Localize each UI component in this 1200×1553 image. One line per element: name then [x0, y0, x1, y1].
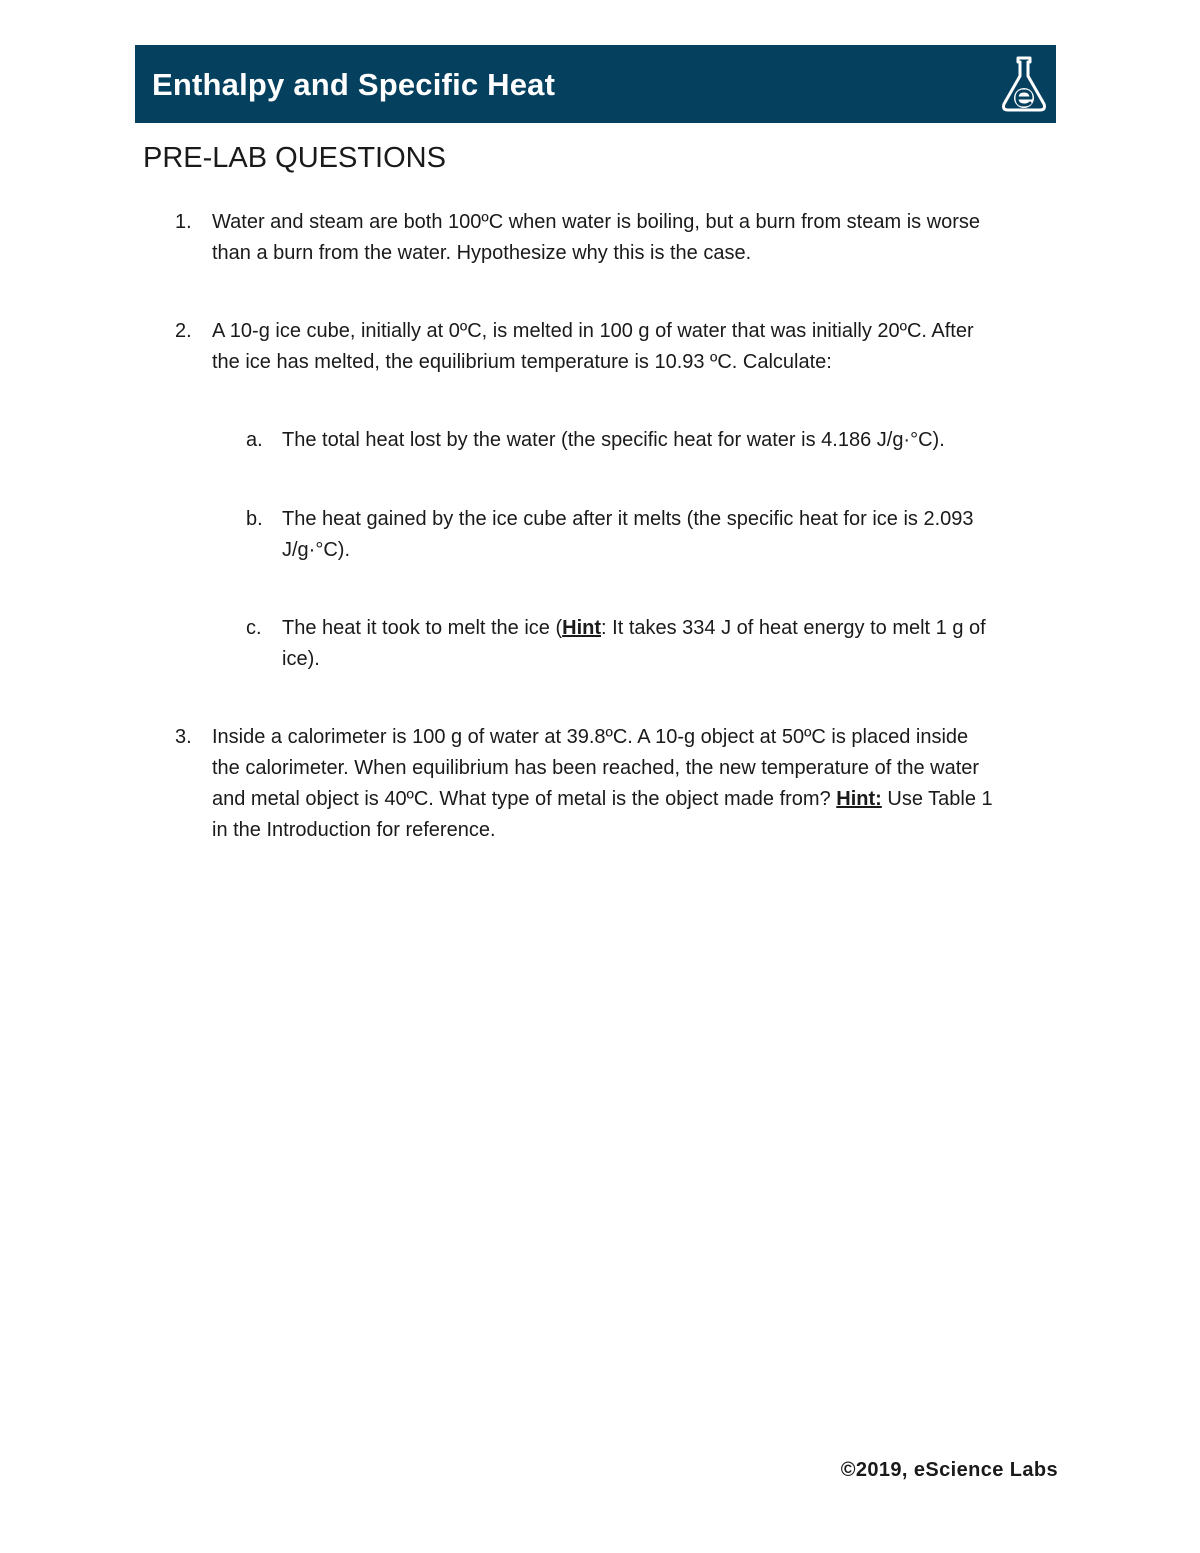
hint-label: Hint [562, 617, 602, 639]
question-text-line [212, 784, 1072, 815]
question-text-line: the calorimeter. When equilibrium has been reached, the new temperature of the water [212, 757, 980, 779]
question-text-line: the ice has melted, the equilibrium temperature is 10.93 ºC. Calculate: [212, 351, 832, 373]
text-span: : It takes 334 J of heat energy to melt 1 g of [601, 617, 986, 639]
section-title: PRE-LAB QUESTIONS [143, 142, 446, 174]
question-number: 1. [175, 211, 192, 233]
text-span: Use Table 1 [881, 788, 993, 810]
question-number: 3. [175, 726, 192, 748]
question-text-line: J/g·°C). [282, 539, 350, 561]
text-span: and metal object is 40ºC. What type of metal is the object made from? [212, 788, 837, 810]
question-text-line: ice). [282, 648, 320, 670]
question-text-line: The heat gained by the ice cube after it melts (the specific heat for ice is 2.093 [282, 508, 974, 530]
question-text-line: in the Introduction for reference. [212, 819, 496, 841]
header-banner [135, 45, 1056, 123]
subquestion-letter: c. [246, 617, 262, 639]
question-text-line: Water and steam are both 100ºC when water is boiling, but a burn from steam is worse [212, 211, 981, 233]
subquestion-letter: b. [246, 508, 263, 530]
question-text-line: than a burn from the water. Hypothesize why this is the case. [212, 242, 752, 264]
question-text-line [282, 613, 1072, 644]
document-title: Enthalpy and Specific Heat [152, 67, 556, 102]
text-span: The heat it took to melt the ice ( [282, 617, 563, 639]
question-text-line: The total heat lost by the water (the specific heat for water is 4.186 J/g·°C). [282, 429, 945, 451]
question-text-line: Inside a calorimeter is 100 g of water at 39.8ºC. A 10-g object at 50ºC is placed inside [212, 726, 969, 748]
subquestion-letter: a. [246, 429, 263, 451]
flask-e-logo-icon [1000, 54, 1048, 114]
copyright-footer: ©2019, eScience Labs [840, 1459, 1058, 1481]
question-text-line: A 10-g ice cube, initially at 0ºC, is melted in 100 g of water that was initially 20ºC. After [212, 320, 974, 342]
question-number: 2. [175, 320, 192, 342]
hint-label: Hint: [836, 788, 882, 810]
